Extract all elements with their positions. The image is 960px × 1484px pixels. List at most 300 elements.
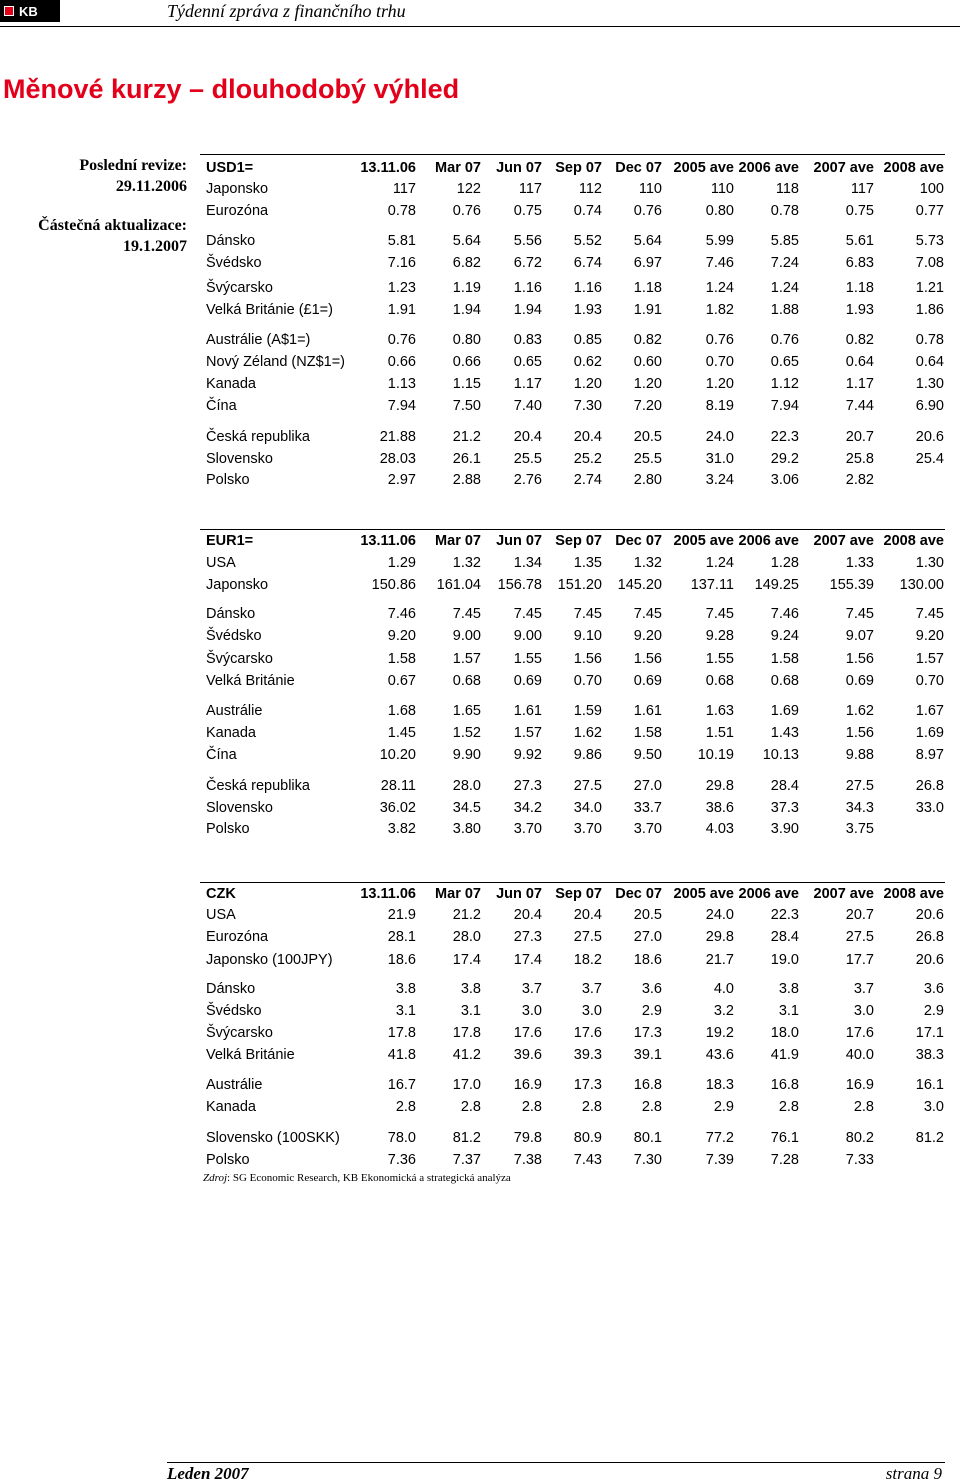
- row-label: Velká Británie: [206, 673, 295, 689]
- table-cell: 40.0: [845, 1047, 874, 1063]
- column-header: Jun 07: [496, 886, 542, 902]
- table-cell: 3.0: [923, 1099, 944, 1115]
- table-cell: 1.59: [573, 703, 602, 719]
- table-cell: 3.0: [853, 1003, 874, 1019]
- table-cell: 110: [710, 181, 734, 197]
- table-cell: 1.12: [770, 376, 799, 392]
- table-cell: 28.1: [387, 929, 416, 945]
- table-cell: 20.4: [573, 429, 602, 445]
- table-cell: 17.4: [513, 952, 542, 968]
- table-cell: 7.37: [452, 1152, 481, 1168]
- column-header: 2006 ave: [738, 160, 799, 176]
- table-cell: 7.38: [513, 1152, 542, 1168]
- table-cell: 0.69: [513, 673, 542, 689]
- table-cell: 5.73: [915, 233, 944, 249]
- table-cell: 27.5: [573, 929, 602, 945]
- table-cell: 34.0: [573, 800, 602, 816]
- table-cell: 7.94: [387, 398, 416, 414]
- table-row: [206, 233, 946, 253]
- row-label: Polsko: [206, 1152, 250, 1168]
- table-row: [206, 376, 946, 396]
- table-cell: 7.45: [452, 606, 481, 622]
- table-title-cell: USD1=: [206, 160, 254, 176]
- table-cell: 25.5: [633, 451, 662, 467]
- row-label: USA: [206, 907, 236, 923]
- table-cell: 36.02: [379, 800, 416, 816]
- table-row: [206, 555, 946, 575]
- table-cell: 1.18: [633, 280, 662, 296]
- header-divider: [0, 26, 960, 27]
- column-header: Sep 07: [555, 886, 602, 902]
- table-cell: 2.8: [853, 1099, 874, 1115]
- column-header: 2007 ave: [813, 533, 874, 549]
- table-cell: 9.00: [452, 628, 481, 644]
- column-header: 2008 ave: [883, 533, 944, 549]
- table-cell: 7.39: [705, 1152, 734, 1168]
- table-cell: 1.56: [845, 725, 874, 741]
- table-cell: 5.52: [573, 233, 602, 249]
- table-cell: 7.40: [513, 398, 542, 414]
- table-cell: 1.82: [705, 302, 734, 318]
- table-cell: 0.75: [513, 203, 542, 219]
- revision-partial-label: Částečná aktualizace:: [38, 217, 187, 234]
- table-cell: 1.55: [705, 651, 734, 667]
- table-cell: 3.8: [395, 981, 416, 997]
- row-label: Eurozóna: [206, 929, 269, 945]
- table-cell: 25.2: [573, 451, 602, 467]
- table-cell: 1.62: [573, 725, 602, 741]
- table-cell: 22.3: [770, 907, 799, 923]
- table-cell: 3.6: [641, 981, 662, 997]
- table-header-row: [206, 886, 946, 906]
- column-header: 2007 ave: [813, 886, 874, 902]
- table-cell: 17.6: [573, 1025, 602, 1041]
- table-cell: 7.46: [770, 606, 799, 622]
- table-cell: 27.5: [845, 929, 874, 945]
- table-cell: 1.93: [573, 302, 602, 318]
- table-cell: 28.0: [452, 929, 481, 945]
- table-cell: 0.66: [452, 354, 481, 370]
- table-cell: 7.46: [705, 255, 734, 271]
- table-cell: 155.39: [829, 577, 874, 593]
- table-cell: 20.4: [573, 907, 602, 923]
- table-cell: 7.45: [573, 606, 602, 622]
- table-cell: 100: [919, 181, 944, 197]
- table-cell: 1.91: [633, 302, 662, 318]
- column-header: Mar 07: [435, 533, 481, 549]
- table-cell: 1.61: [633, 703, 662, 719]
- table-title-cell: CZK: [206, 886, 236, 902]
- table-cell: 1.34: [513, 555, 542, 571]
- table-cell: 1.24: [705, 555, 734, 571]
- row-label: Dánsko: [206, 606, 256, 622]
- header-title: Týdenní zpráva z finančního trhu: [167, 1, 406, 21]
- table-cell: 34.3: [845, 800, 874, 816]
- table-cell: 1.43: [770, 725, 799, 741]
- column-header: 2008 ave: [883, 886, 944, 902]
- table-cell: 9.86: [573, 747, 602, 763]
- table-cell: 22.3: [770, 429, 799, 445]
- table-cell: 2.8: [395, 1099, 416, 1115]
- table-cell: 3.0: [581, 1003, 602, 1019]
- table-cell: 7.45: [513, 606, 542, 622]
- table-cell: 0.68: [770, 673, 799, 689]
- row-label: Švédsko: [206, 1003, 262, 1019]
- table-cell: 145.20: [617, 577, 662, 593]
- table-row: [206, 952, 946, 972]
- table-cell: 21.2: [452, 429, 481, 445]
- table-cell: 17.0: [452, 1077, 481, 1093]
- table-cell: 38.6: [705, 800, 734, 816]
- table-cell: 1.86: [915, 302, 944, 318]
- table-row: [206, 703, 946, 723]
- table-cell: 1.58: [387, 651, 416, 667]
- table-cell: 80.9: [573, 1130, 602, 1146]
- table-cell: 1.17: [513, 376, 542, 392]
- table-cell: 17.1: [915, 1025, 944, 1041]
- table-cell: 17.4: [452, 952, 481, 968]
- table-cell: 1.45: [387, 725, 416, 741]
- page-title: Měnové kurzy – dlouhodobý výhled: [3, 74, 460, 104]
- table-cell: 20.4: [513, 429, 542, 445]
- table-cell: 1.24: [705, 280, 734, 296]
- table-cell: 20.5: [633, 429, 662, 445]
- table-row: [206, 203, 946, 223]
- table-row: [206, 1047, 946, 1067]
- table-cell: 0.68: [705, 673, 734, 689]
- table-cell: 16.9: [513, 1077, 542, 1093]
- table-cell: 1.65: [452, 703, 481, 719]
- row-label: Austrálie (A$1=): [206, 332, 311, 348]
- table-cell: 0.70: [915, 673, 944, 689]
- table-cell: 1.21: [915, 280, 944, 296]
- table-cell: 0.78: [915, 332, 944, 348]
- table-cell: 1.13: [387, 376, 416, 392]
- table-cell: 1.56: [633, 651, 662, 667]
- row-label: Kanada: [206, 725, 256, 741]
- table-cell: 149.25: [754, 577, 799, 593]
- table-row: [206, 981, 946, 1001]
- table-cell: 0.76: [633, 203, 662, 219]
- table-cell: 3.2: [713, 1003, 734, 1019]
- table-cell: 20.6: [915, 429, 944, 445]
- table-top-rule: [200, 882, 945, 883]
- table-cell: 41.2: [452, 1047, 481, 1063]
- table-cell: 18.2: [573, 952, 602, 968]
- table-cell: 1.67: [915, 703, 944, 719]
- table-cell: 7.30: [633, 1152, 662, 1168]
- table-cell: 24.0: [705, 429, 734, 445]
- table-cell: 110: [638, 181, 662, 197]
- table-cell: 122: [456, 181, 481, 197]
- table-cell: 1.58: [633, 725, 662, 741]
- column-header: Jun 07: [496, 160, 542, 176]
- table-cell: 3.24: [705, 472, 734, 488]
- table-cell: 1.55: [513, 651, 542, 667]
- table-cell: 1.88: [770, 302, 799, 318]
- row-label: Japonsko: [206, 181, 269, 197]
- column-header: 13.11.06: [360, 160, 416, 176]
- table-cell: 7.46: [387, 606, 416, 622]
- table-cell: 1.23: [387, 280, 416, 296]
- table-cell: 1.62: [845, 703, 874, 719]
- table-cell: 21.9: [387, 907, 416, 923]
- table-cell: 27.3: [513, 778, 542, 794]
- row-label: Česká republika: [206, 429, 310, 445]
- table-row: [206, 451, 946, 471]
- table-top-rule: [200, 154, 945, 155]
- table-row: [206, 332, 946, 352]
- table-cell: 2.80: [633, 472, 662, 488]
- revision-last-date: 29.11.2006: [115, 178, 187, 195]
- table-cell: 0.65: [770, 354, 799, 370]
- table-cell: 7.08: [915, 255, 944, 271]
- table-row: [206, 673, 946, 693]
- table-cell: 7.45: [633, 606, 662, 622]
- table-cell: 5.81: [387, 233, 416, 249]
- table-cell: 6.74: [573, 255, 602, 271]
- table-cell: 1.32: [452, 555, 481, 571]
- row-label: Švýcarsko: [206, 280, 273, 296]
- table-cell: 118: [775, 181, 799, 197]
- table-cell: 34.5: [452, 800, 481, 816]
- table-cell: 0.74: [573, 203, 602, 219]
- table-cell: 7.45: [845, 606, 874, 622]
- table-cell: 1.57: [513, 725, 542, 741]
- table-cell: 3.1: [460, 1003, 481, 1019]
- table-cell: 3.82: [387, 821, 416, 837]
- table-cell: 18.6: [387, 952, 416, 968]
- table-row: [206, 1152, 946, 1172]
- table-cell: 17.6: [845, 1025, 874, 1041]
- table-row: [206, 821, 946, 841]
- logo-text: KB: [19, 3, 38, 19]
- table-cell: 1.30: [915, 555, 944, 571]
- table-cell: 9.20: [915, 628, 944, 644]
- table-cell: 2.82: [845, 472, 874, 488]
- row-label: Švédsko: [206, 255, 262, 271]
- table-cell: 9.92: [513, 747, 542, 763]
- table-cell: 20.6: [915, 952, 944, 968]
- table-row: [206, 628, 946, 648]
- table-cell: 7.36: [387, 1152, 416, 1168]
- table-cell: 112: [578, 181, 602, 197]
- row-label: Kanada: [206, 376, 256, 392]
- table-cell: 76.1: [770, 1130, 799, 1146]
- column-header: 2007 ave: [813, 160, 874, 176]
- table-cell: 10.13: [762, 747, 799, 763]
- table-cell: 18.3: [705, 1077, 734, 1093]
- table-cell: 5.64: [633, 233, 662, 249]
- table-cell: 7.28: [770, 1152, 799, 1168]
- row-label: Švýcarsko: [206, 651, 273, 667]
- table-cell: 1.57: [452, 651, 481, 667]
- table-cell: 0.82: [845, 332, 874, 348]
- table-cell: 7.43: [573, 1152, 602, 1168]
- table-cell: 0.70: [573, 673, 602, 689]
- row-label: Čína: [206, 747, 237, 763]
- table-row: [206, 747, 946, 767]
- column-header: 2005 ave: [673, 533, 734, 549]
- table-cell: 19.2: [705, 1025, 734, 1041]
- table-cell: 0.85: [573, 332, 602, 348]
- table-cell: 28.4: [770, 929, 799, 945]
- table-cell: 6.72: [513, 255, 542, 271]
- table-cell: 1.69: [915, 725, 944, 741]
- logo-square-icon: [4, 6, 14, 16]
- table-cell: 1.56: [845, 651, 874, 667]
- table-row: [206, 255, 946, 275]
- table-row: [206, 1025, 946, 1045]
- table-cell: 1.58: [770, 651, 799, 667]
- table-cell: 6.97: [633, 255, 662, 271]
- table-cell: 1.51: [705, 725, 734, 741]
- row-label: Dánsko: [206, 233, 256, 249]
- table-cell: 2.9: [923, 1003, 944, 1019]
- column-header: 2005 ave: [673, 160, 734, 176]
- table-cell: 0.62: [573, 354, 602, 370]
- table-cell: 27.5: [845, 778, 874, 794]
- footer-date: Leden 2007: [167, 1464, 249, 1483]
- table-cell: 0.68: [452, 673, 481, 689]
- table-cell: 1.32: [633, 555, 662, 571]
- table-cell: 1.94: [452, 302, 481, 318]
- table-cell: 137.11: [690, 577, 734, 593]
- table-cell: 1.93: [845, 302, 874, 318]
- table-cell: 3.75: [845, 821, 874, 837]
- table-cell: 1.20: [705, 376, 734, 392]
- table-cell: 151.20: [557, 577, 602, 593]
- table-cell: 28.0: [452, 778, 481, 794]
- table-cell: 8.19: [705, 398, 734, 414]
- table-cell: 34.2: [513, 800, 542, 816]
- table-cell: 150.86: [371, 577, 416, 593]
- table-cell: 29.8: [705, 778, 734, 794]
- table-cell: 9.28: [705, 628, 734, 644]
- table-cell: 25.5: [513, 451, 542, 467]
- table-cell: 0.76: [387, 332, 416, 348]
- table-cell: 3.8: [460, 981, 481, 997]
- column-header: Dec 07: [615, 160, 662, 176]
- footer-divider: [167, 1462, 945, 1463]
- row-label: Čína: [206, 398, 237, 414]
- table-cell: 3.1: [778, 1003, 799, 1019]
- column-header: Sep 07: [555, 533, 602, 549]
- table-cell: 3.0: [521, 1003, 542, 1019]
- table-cell: 37.3: [770, 800, 799, 816]
- table-cell: 0.78: [387, 203, 416, 219]
- table-row: [206, 1003, 946, 1023]
- table-row: [206, 429, 946, 449]
- table-cell: 1.15: [452, 376, 481, 392]
- table-cell: 10.19: [697, 747, 734, 763]
- table-cell: 3.7: [853, 981, 874, 997]
- table-cell: 21.2: [452, 907, 481, 923]
- table-row: [206, 1099, 946, 1119]
- table-row: [206, 725, 946, 745]
- table-cell: 41.8: [387, 1047, 416, 1063]
- table-cell: 9.07: [845, 628, 874, 644]
- row-label: Švédsko: [206, 628, 262, 644]
- table-row: [206, 302, 946, 322]
- table-row: [206, 398, 946, 418]
- table-cell: 0.80: [452, 332, 481, 348]
- table-cell: 1.24: [770, 280, 799, 296]
- table-row: [206, 577, 946, 597]
- table-cell: 17.8: [387, 1025, 416, 1041]
- table-cell: 39.1: [633, 1047, 662, 1063]
- row-label: Velká Británie: [206, 1047, 295, 1063]
- table-cell: 156.78: [497, 577, 542, 593]
- table-cell: 33.0: [915, 800, 944, 816]
- table-cell: 130.00: [899, 577, 944, 593]
- table-cell: 43.6: [705, 1047, 734, 1063]
- table-cell: 1.30: [915, 376, 944, 392]
- table-cell: 2.8: [581, 1099, 602, 1115]
- row-label: Austrálie: [206, 703, 263, 719]
- table-cell: 20.4: [513, 907, 542, 923]
- table-row: [206, 907, 946, 927]
- table-cell: 161.04: [436, 577, 481, 593]
- table-row: [206, 1077, 946, 1097]
- table-cell: 5.56: [513, 233, 542, 249]
- table-cell: 78.0: [387, 1130, 416, 1146]
- table-cell: 24.0: [705, 907, 734, 923]
- table-row: [206, 1130, 946, 1150]
- table-cell: 2.9: [713, 1099, 734, 1115]
- row-label: Nový Zéland (NZ$1=): [206, 354, 346, 370]
- table-cell: 10.20: [379, 747, 416, 763]
- column-header: 2008 ave: [883, 160, 944, 176]
- table-cell: 77.2: [705, 1130, 734, 1146]
- table-cell: 2.8: [778, 1099, 799, 1115]
- row-label: Austrálie: [206, 1077, 263, 1093]
- table-cell: 28.11: [380, 778, 416, 794]
- table-cell: 9.20: [387, 628, 416, 644]
- table-cell: 0.76: [705, 332, 734, 348]
- table-cell: 1.69: [770, 703, 799, 719]
- table-cell: 38.3: [915, 1047, 944, 1063]
- table-row: [206, 181, 946, 201]
- table-cell: 17.6: [513, 1025, 542, 1041]
- table-cell: 3.7: [521, 981, 542, 997]
- table-cell: 16.1: [915, 1077, 944, 1093]
- table-cell: 1.91: [387, 302, 416, 318]
- table-cell: 17.3: [633, 1025, 662, 1041]
- table-top-rule: [200, 529, 945, 530]
- table-cell: 117: [518, 181, 542, 197]
- table-cell: 27.0: [633, 778, 662, 794]
- table-cell: 117: [850, 181, 874, 197]
- table-cell: 0.69: [633, 673, 662, 689]
- table-cell: 3.90: [770, 821, 799, 837]
- table-cell: 4.03: [705, 821, 734, 837]
- row-label: Kanada: [206, 1099, 256, 1115]
- column-header: Jun 07: [496, 533, 542, 549]
- table-cell: 41.9: [770, 1047, 799, 1063]
- table-cell: 7.33: [845, 1152, 874, 1168]
- table-cell: 17.7: [845, 952, 874, 968]
- table-cell: 18.6: [633, 952, 662, 968]
- table-cell: 31.0: [705, 451, 734, 467]
- table-cell: 39.3: [573, 1047, 602, 1063]
- table-row: [206, 354, 946, 374]
- table-cell: 1.20: [633, 376, 662, 392]
- table-cell: 20.6: [915, 907, 944, 923]
- table-cell: 3.7: [581, 981, 602, 997]
- table-cell: 3.70: [573, 821, 602, 837]
- table-cell: 29.8: [705, 929, 734, 945]
